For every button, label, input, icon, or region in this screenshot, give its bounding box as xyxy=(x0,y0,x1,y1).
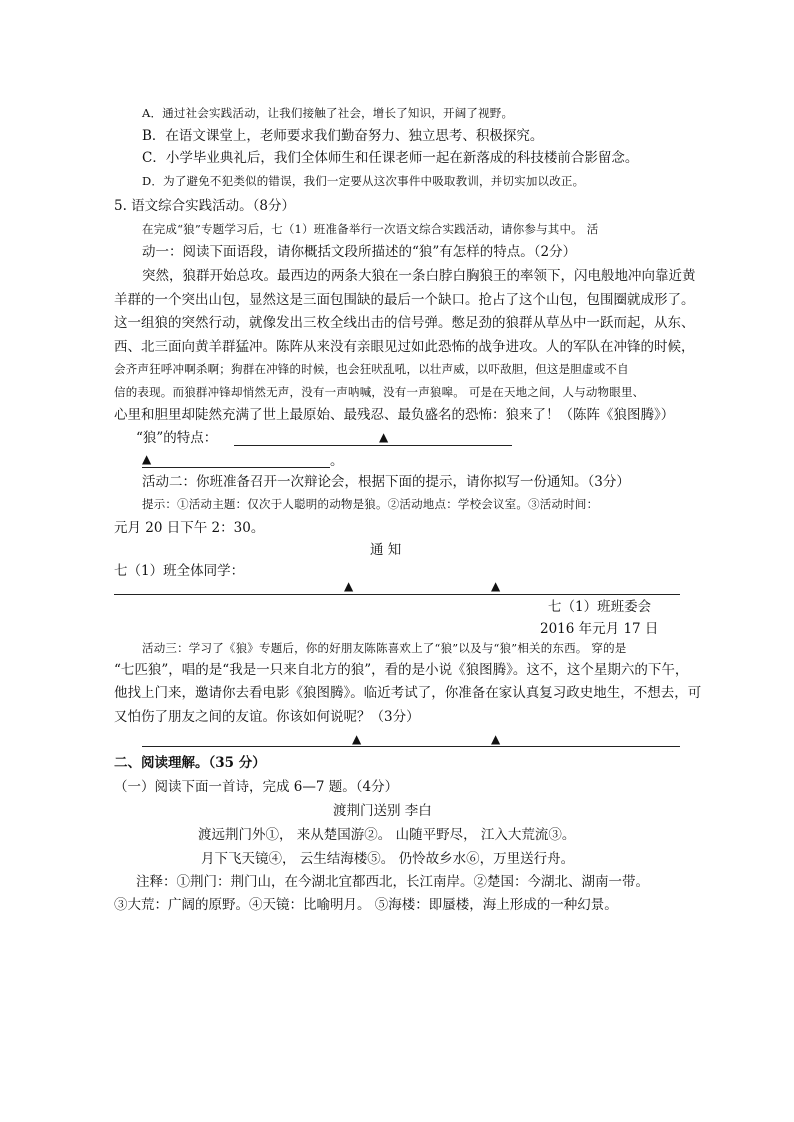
answer-marker: ▲ xyxy=(352,732,362,746)
passage-line: 西、北三面向黄羊群猛冲。陈阵从来没有亲眼见过如此恐怖的战争进攻。人的军队在冲锋的时候， xyxy=(114,339,695,355)
section-2-subtitle: （一）阅读下面一首诗，完成 6—7 题。（4分） xyxy=(114,779,399,795)
passage-line: 这一组狼的突然行动，就像发出三枚全线出击的信号弹。憋足劲的狼群从草丛中一跃而起，从东、 xyxy=(114,315,695,331)
answer-marker: ▲ xyxy=(142,452,152,466)
activity-3-line: “七匹狼”，唱的是“我是一只来自北方的狼”，看的是小说《狼图腾》。这不，这个星期六的下午， xyxy=(114,662,689,678)
answer-marker: ▲ xyxy=(491,732,501,746)
answer-marker: ▲ xyxy=(344,579,354,593)
poem-line-1: 渡远荆门外①， 来从楚国游②。 山随平野尽， 江入大荒流③。 xyxy=(198,827,576,843)
trait-label: “狼”的特点： xyxy=(136,430,218,446)
period: 。 xyxy=(330,453,344,469)
answer-marker: ▲ xyxy=(491,579,501,593)
activity-2-prompt: 活动二：你班准备召开一次辩论会，根据下面的提示，请你拟写一份通知。（3分） xyxy=(142,474,630,490)
question-5-title: 5. 语文综合实践活动。（8分） xyxy=(114,198,296,214)
poem-note-1: 注释：①荆门：荆门山，在今湖北宜都西北，长江南岸。②楚国：今湖北、湖南一带。 xyxy=(136,874,649,890)
passage-line: 突然，狼群开始总攻。最西边的两条大狼在一条白脖白胸狼王的率领下，闪电般地冲向靠近黄 xyxy=(142,268,696,284)
passage-line: 会齐声狂呼冲啊杀啊；狗群在冲锋的时候，也会狂吠乱吼，以壮声威，以吓敌胆，但这是胆虚或不自 xyxy=(114,362,629,376)
notice-answer-line[interactable] xyxy=(114,594,680,595)
passage-line: 信的表现。而狼群冲锋却悄然无声，没有一声呐喊，没有一声狼嗥。 可是在天地之间，人与动物眼里、 xyxy=(114,385,645,399)
question-5-intro: 在完成“狼”专题学习后，七（1）班准备举行一次语文综合实践活动，请你参与其中。 活 xyxy=(142,222,599,236)
answer-marker: ▲ xyxy=(379,430,389,444)
option-c: C．小学毕业典礼后，我们全体师生和任课老师一起在新落成的科技楼前合影留念。 xyxy=(142,150,639,166)
option-a: A．通过社会实践活动，让我们接触了社会，增长了知识，开阔了视野。 xyxy=(142,106,514,120)
activity-3-line: 活动三：学习了《狼》专题后，你的好朋友陈陈喜欢上了“狼”以及与“狼”相关的东西。 穿的是 xyxy=(142,641,627,655)
section-2-title: 二、阅读理解。（35 分） xyxy=(114,755,266,771)
answer-line[interactable] xyxy=(142,467,330,468)
activity-3-line: 他找上门来，邀请你去看电影《狼图腾》。临近考试了，你准备在家认真复习政史地生，不想去，可 xyxy=(114,685,702,701)
poem-title: 渡荆门送别 李白 xyxy=(333,803,432,819)
activity-3-line: 又怕伤了朋友之间的友谊。你该如何说呢？（3分） xyxy=(114,709,420,725)
poem-note-2: ③大荒：广阔的原野。④天镜：比喻明月。 ⑤海楼：即蜃楼，海上形成的一种幻景。 xyxy=(114,897,618,913)
passage-line: 羊群的一个突出山包，显然这是三面包围缺的最后一个缺口。抢占了这个山包，包围圈就成形了。 xyxy=(114,292,695,308)
passage-line: 心里和胆里却陡然充满了世上最原始、最残忍、最负盛名的恐怖：狼来了！（陈阵《狼图腾》） xyxy=(114,407,675,423)
answer-line[interactable] xyxy=(234,445,512,446)
notice-signer: 七（1）班班委会 xyxy=(548,599,652,615)
activity-1-prompt: 动一：阅读下面语段，请你概括文段所描述的“狼”有怎样的特点。（2分） xyxy=(142,244,577,260)
notice-title: 通 知 xyxy=(370,542,402,558)
option-d: D．为了避免不犯类似的错误，我们一定要从这次事件中吸取教训，并切实加以改正。 xyxy=(142,174,585,188)
activity-2-hint: 提示：①活动主题：仅次于人聪明的动物是狼。②活动地点：学校会议室。③活动时间： xyxy=(142,497,599,511)
option-b: B．在语文课堂上，老师要求我们勤奋努力、独立思考、积极探究。 xyxy=(142,128,544,144)
poem-line-2: 月下飞天镜④， 云生结海楼⑤。 仍怜故乡水⑥，万里送行舟。 xyxy=(201,851,575,867)
notice-date: 2016 年元月 17 日 xyxy=(540,621,659,637)
activity-2-hint-time: 元月 20 日下午 2：30。 xyxy=(114,520,265,536)
notice-recipient: 七（1）班全体同学： xyxy=(114,563,245,579)
activity-3-answer-line[interactable] xyxy=(142,746,680,747)
